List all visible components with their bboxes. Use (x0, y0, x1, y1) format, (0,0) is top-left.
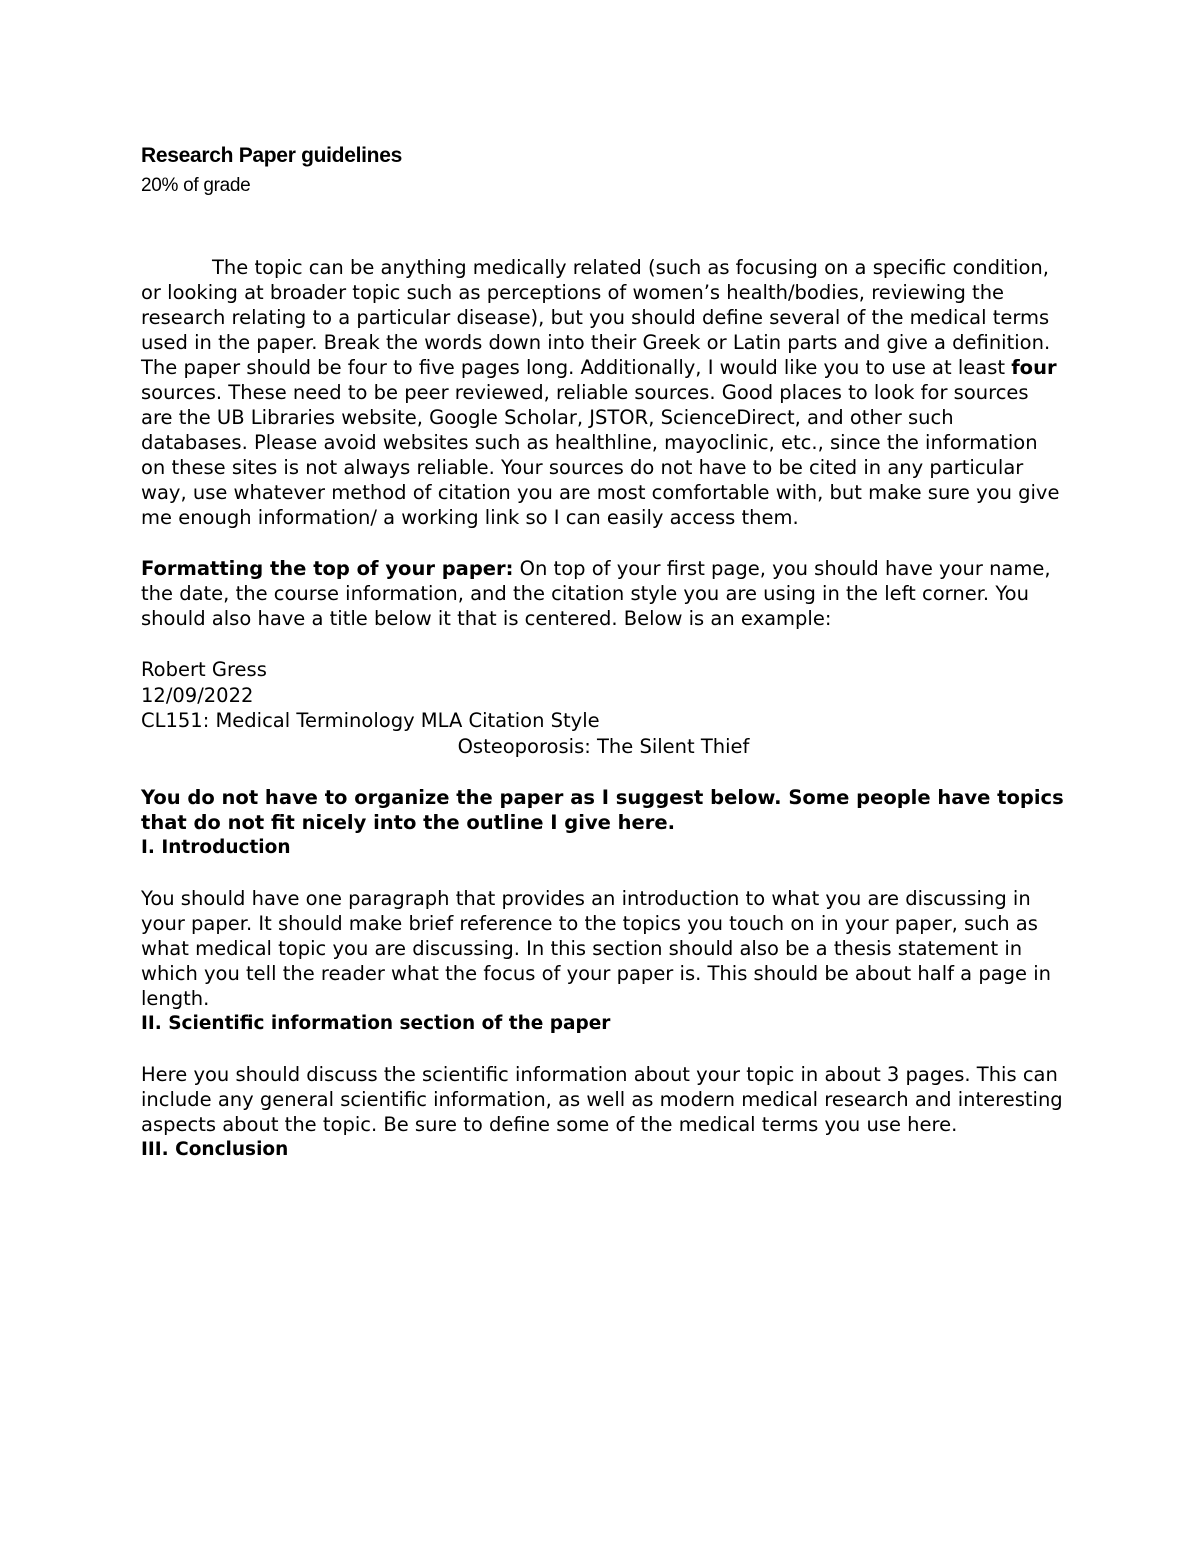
topic-paragraph (141, 255, 1066, 530)
topic-text-end: sources. These need to be peer reviewed, reliable sources. Good places to look for sources are the UB Libraries website, Google Scholar, JSTOR, ScienceDirect, and other such databases. Please avoid websites such as healthline, mayoclinic, etc., since the information on these sites is not always reliable. Your sources do not have to be cited in any particular way, use whatever method of citation you are most comfortable with, but make sure you give me enough information/ a working link so I can easily access them. (141, 381, 1060, 529)
example-title: Osteoporosis: The Silent Thief (457, 734, 750, 758)
example-date: 12/09/2022 (141, 683, 254, 707)
section-heading-introduction: I. Introduction (141, 837, 291, 858)
formatting-label: Formatting the top of your paper: (141, 557, 514, 580)
section-heading-scientific: II. Scientific information section of the paper (141, 1013, 611, 1034)
formatting-paragraph (141, 556, 1066, 631)
grade-weight: 20% of grade (141, 175, 251, 196)
organization-notice: You do not have to organize the paper as I suggest below. Some people have topics that do not fit nicely into the outline I give here. (141, 786, 1064, 834)
topic-text-start: The topic can be anything medically related (such as focusing on a specific condition, or looking at broader topic such as perceptions of women’s health/bodies, reviewing the research relating to a particular disease), but you should define several of the medical terms used in the paper. Break the words down into their Greek or Latin parts and give a definition. The paper should be four to five pages long. Additionally, I would like you to use at least (141, 256, 1051, 379)
section-text-scientific: Here you should discuss the scientific information about your topic in about 3 pages. This can include any general scientific information, as well as modern medical research and interesting aspects about the topic. Be sure to define some of the medical terms you use here. (141, 1063, 1063, 1136)
document-title: Research Paper guidelines (141, 144, 402, 167)
example-course: CL151: Medical Terminology MLA Citation Style (141, 709, 600, 732)
section-heading-conclusion: III. Conclusion (141, 1139, 289, 1160)
formatting-text: On top of your first page, you should have your name, the date, the course information, and the citation style you are using in the left corner. You should also have a title below it that is centered. Below is an example: (141, 557, 1051, 630)
section-text-introduction: You should have one paragraph that provides an introduction to what you are discussing in your paper. It should make brief reference to the topics you touch on in your paper, such as what medical topic you are discussing. In this section should also be a thesis statement in which you tell the reader what the focus of your paper is. This should be about half a page in length. (141, 887, 1051, 1010)
document-content (141, 141, 1066, 1162)
emphasized-four: four (1011, 356, 1057, 379)
example-header-block (141, 657, 1066, 734)
example-name: Robert Gress (141, 658, 267, 681)
